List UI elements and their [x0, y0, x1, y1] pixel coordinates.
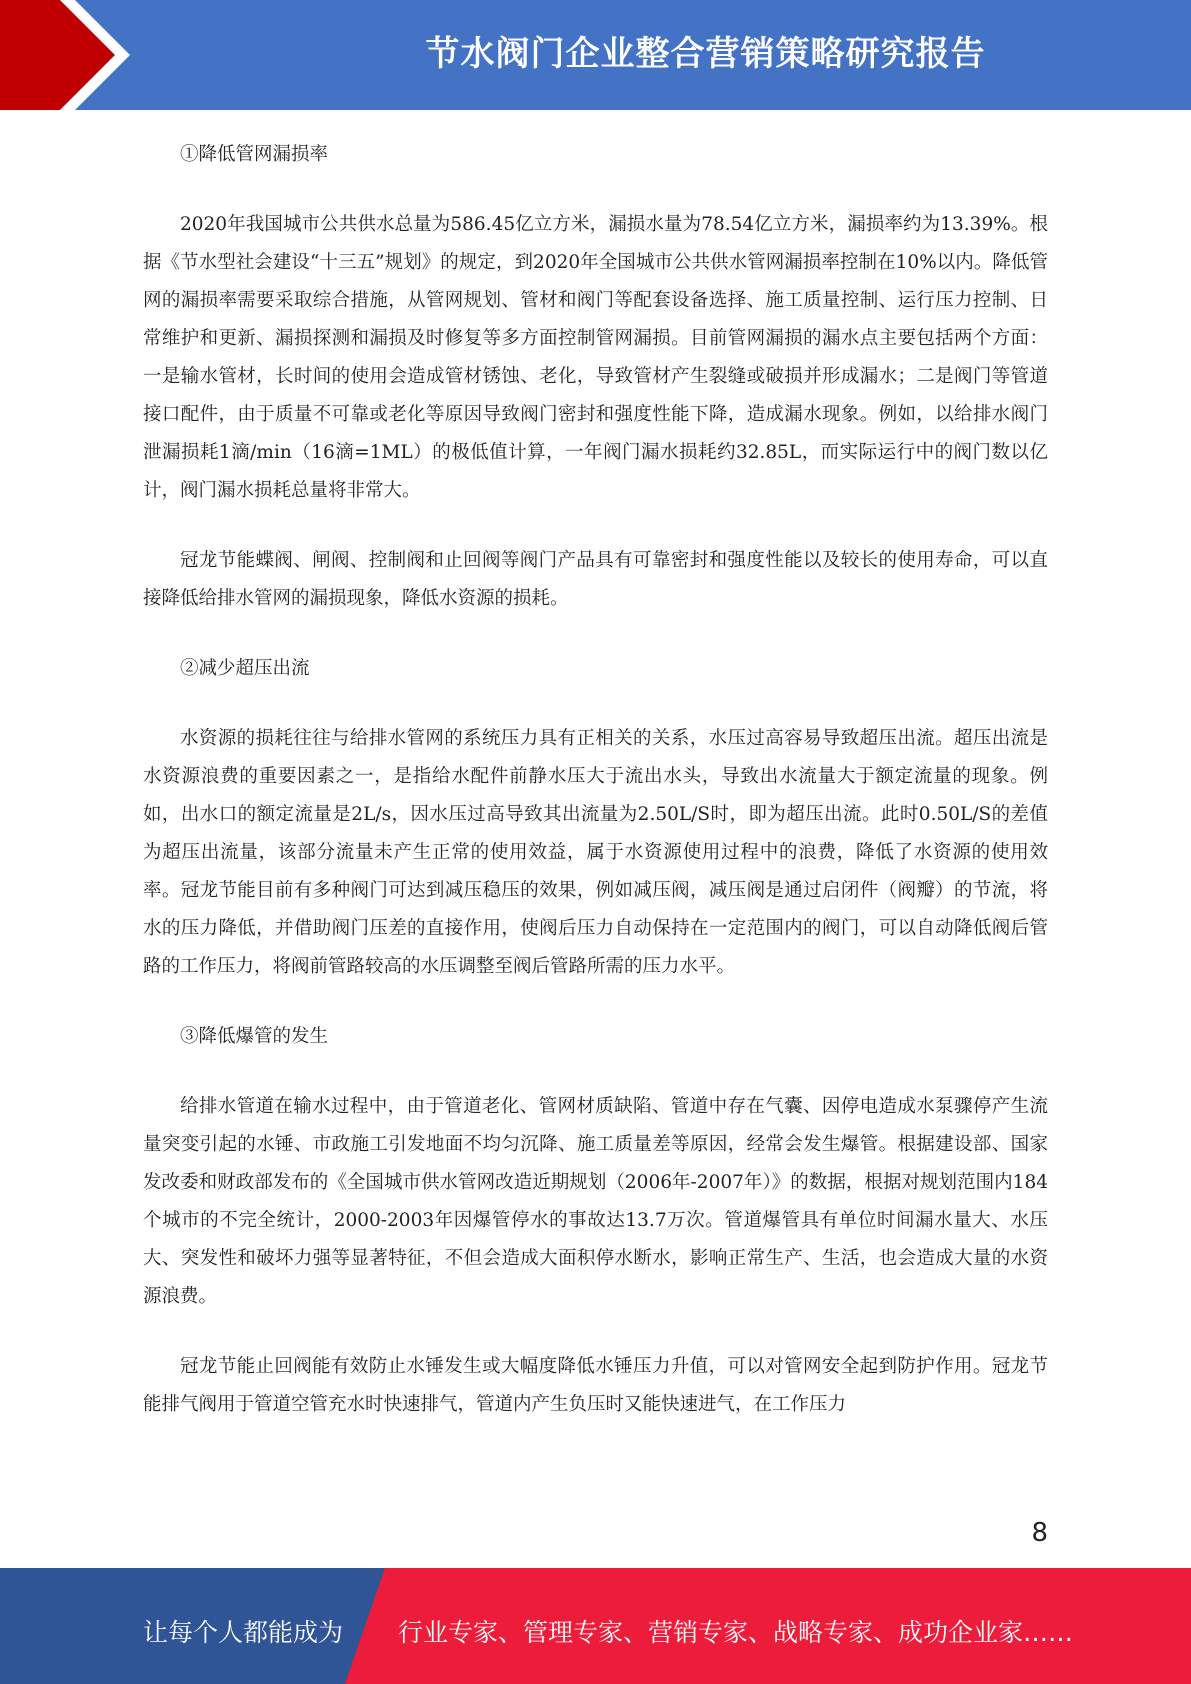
paragraph-4: 给排水管道在输水过程中，由于管道老化、管网材质缺陷、管道中存在气囊、因停电造成水泵骤停产生流量突变引起的水锤、市政施工引发地面不均匀沉降、施工质量差等原因，经常会发生爆管。根据建设部、国家发改委和财政部发布的《全国城市供水管网改造近期规划（2006年-2007年）》的数据，根据对规划范围内184个城市的不完全统计，2000-2003年因爆管停水的事故达13.7万次。管道爆管具有单位时间漏水量大、水压大、突发性和破坏力强等显著特征，不但会造成大面积停水断水，影响正常生产、生活，也会造成大量的水资源浪费。 [143, 1096, 1048, 1307]
chevron-arrow-icon [0, 0, 160, 110]
section-heading-3: ③降低爆管的发生 [180, 1026, 329, 1047]
report-title: 节水阀门企业整合营销策略研究报告 [425, 34, 986, 74]
paragraph-3: 水资源的损耗往往与给排水管网的系统压力具有正相关的关系，水压过高容易导致超压出流。超压出流是水资源浪费的重要因素之一，是指给水配件前静水压大于流出水头，导致出水流量大于额定流量的现象。例如，出水口的额定流量是2L/s，因水压过高导致其出流量为2.50L/S时，即为超压出流。此时0.50L/S的差值为超压出流量，该部分流量未产生正常的使用效益，属于水资源使用过程中的浪费，降低了水资源的使用效率。冠龙节能目前有多种阀门可达到减压稳压的效果，例如减压阀，减压阀是通过启闭件（阀瓣）的节流，将水的压力降低，并借助阀门压差的直接作用，使阀后压力自动保持在一定范围内的阀门，可以自动降低阀后管路的工作压力，将阀前管路较高的水压调整至阀后管路所需的压力水平。 [143, 728, 1048, 977]
paragraph-2: 冠龙节能蝶阀、闸阀、控制阀和止回阀等阀门产品具有可靠密封和强度性能以及较长的使用寿命，可以直接降低给排水管网的漏损现象，降低水资源的损耗。 [143, 550, 1048, 609]
paragraph-5: 冠龙节能止回阀能有效防止水锤发生或大幅度降低水锤压力升值，可以对管网安全起到防护作用。冠龙节能排气阀用于管道空管充水时快速排气，管道内产生负压时又能快速进气，在工作压力 [143, 1356, 1048, 1415]
section-heading-2: ②减少超压出流 [180, 658, 310, 679]
footer-slogan-left: 让每个人都能成为 [143, 1618, 344, 1647]
page-number: 8 [1031, 1518, 1048, 1548]
section-heading-1: ①降低管网漏损率 [180, 144, 329, 165]
document-body [143, 136, 1048, 1456]
paragraph-1: 2020年我国城市公共供水总量为586.45亿立方米，漏损水量为78.54亿立方米，漏损率约为13.39%。根据《节水型社会建设“十三五”规划》的规定，到2020年全国城市公共供水管网漏损率控制在10%以内。降低管网的漏损率需要采取综合措施，从管网规划、管材和阀门等配套设备选择、施工质量控制、运行压力控制、日常维护和更新、漏损探测和漏损及时修复等多方面控制管网漏损。目前管网漏损的漏水点主要包括两个方面：一是输水管材，长时间的使用会造成管材锈蚀、老化，导致管材产生裂缝或破损并形成漏水；二是阀门等管道接口配件，由于质量不可靠或老化等原因导致阀门密封和强度性能下降，造成漏水现象。例如，以给排水阀门泄漏损耗1滴/min（16滴=1ML）的极低值计算，一年阀门漏水损耗约32.85L，而实际运行中的阀门数以亿计，阀门漏水损耗总量将非常大。 [143, 214, 1048, 501]
footer-slogan-right: 行业专家、管理专家、营销专家、战略专家、成功企业家…… [398, 1618, 1074, 1647]
page-header [0, 0, 1191, 110]
page-footer [0, 1568, 1191, 1684]
